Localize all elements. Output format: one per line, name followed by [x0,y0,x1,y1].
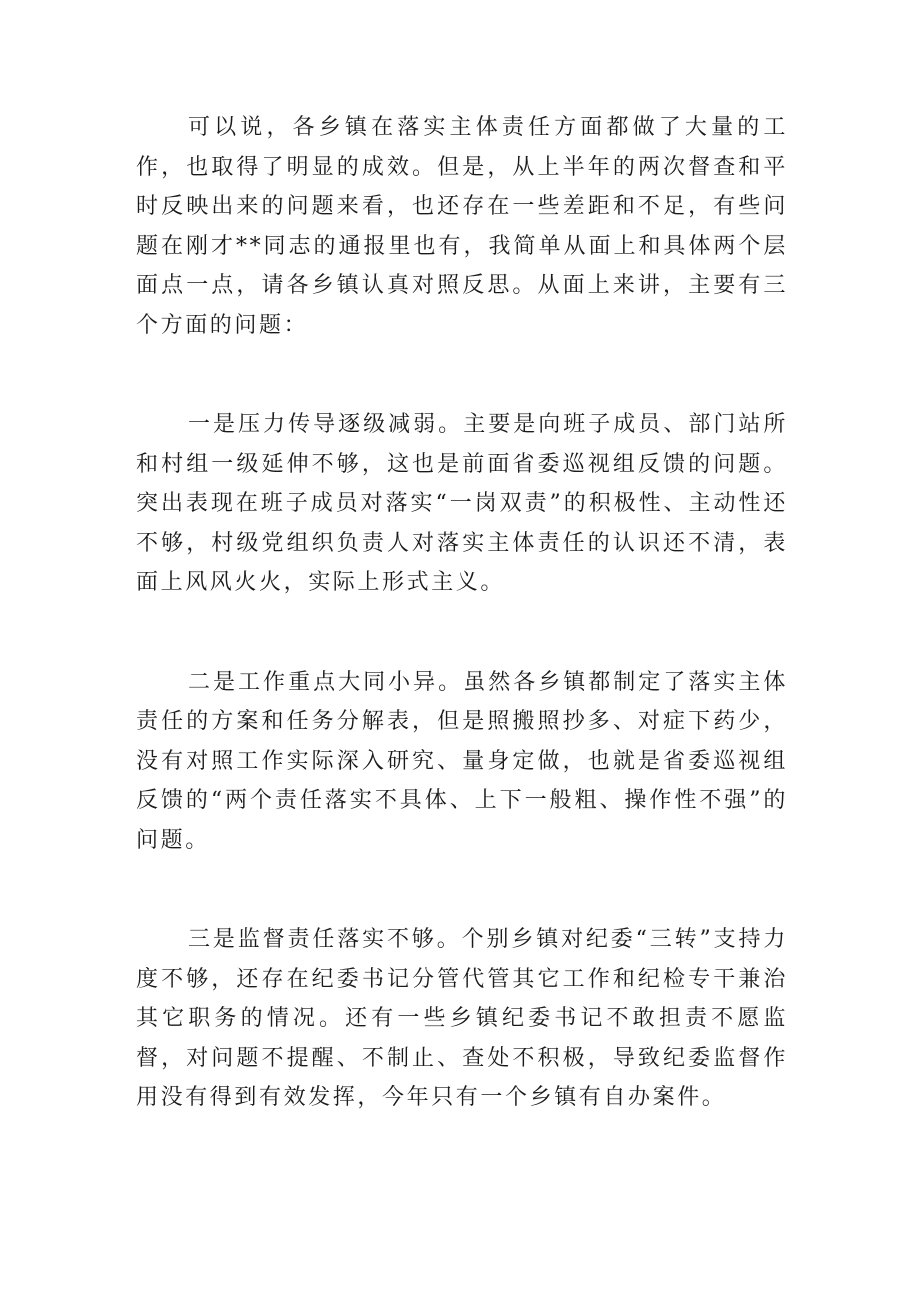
document-body [136,108,788,1118]
paragraph-intro: 可以说，各乡镇在落实主体责任方面都做了大量的工作，也取得了明显的成效。但是，从上半年的两次督查和平时反映出来的问题来看，也还存在一些差距和不足，有些问题在刚才**同志的通报里也有，我简单从面上和具体两个层面点一点，请各乡镇认真对照反思。从面上来讲，主要有三个方面的问题： [136,115,788,338]
paragraph-issue-three: 三是监督责任落实不够。个别乡镇对纪委“三转”支持力度不够，还存在纪委书记分管代管其它工作和纪检专干兼治其它职务的情况。还有一些乡镇纪委书记不敢担责不愿监督，对问题不提醒、不制止、查处不积极，导致纪委监督作用没有得到有效发挥，今年只有一个乡镇有自办案件。 [136,927,788,1110]
paragraph-issue-one: 一是压力传导逐级减弱。主要是向班子成员、部门站所和村组一级延伸不够，这也是前面省委巡视组反馈的问题。突出表现在班子成员对落实“一岗双责”的积极性、主动性还不够，村级党组织负责人对落实主体责任的认识还不清，表面上风风火火，实际上形式主义。 [136,412,788,595]
paragraph-issue-two: 二是工作重点大同小异。虽然各乡镇都制定了落实主体责任的方案和任务分解表，但是照搬照抄多、对症下药少，没有对照工作实际深入研究、量身定做，也就是省委巡视组反馈的“两个责任落实不具体、上下一般粗、操作性不强”的问题。 [136,669,788,853]
